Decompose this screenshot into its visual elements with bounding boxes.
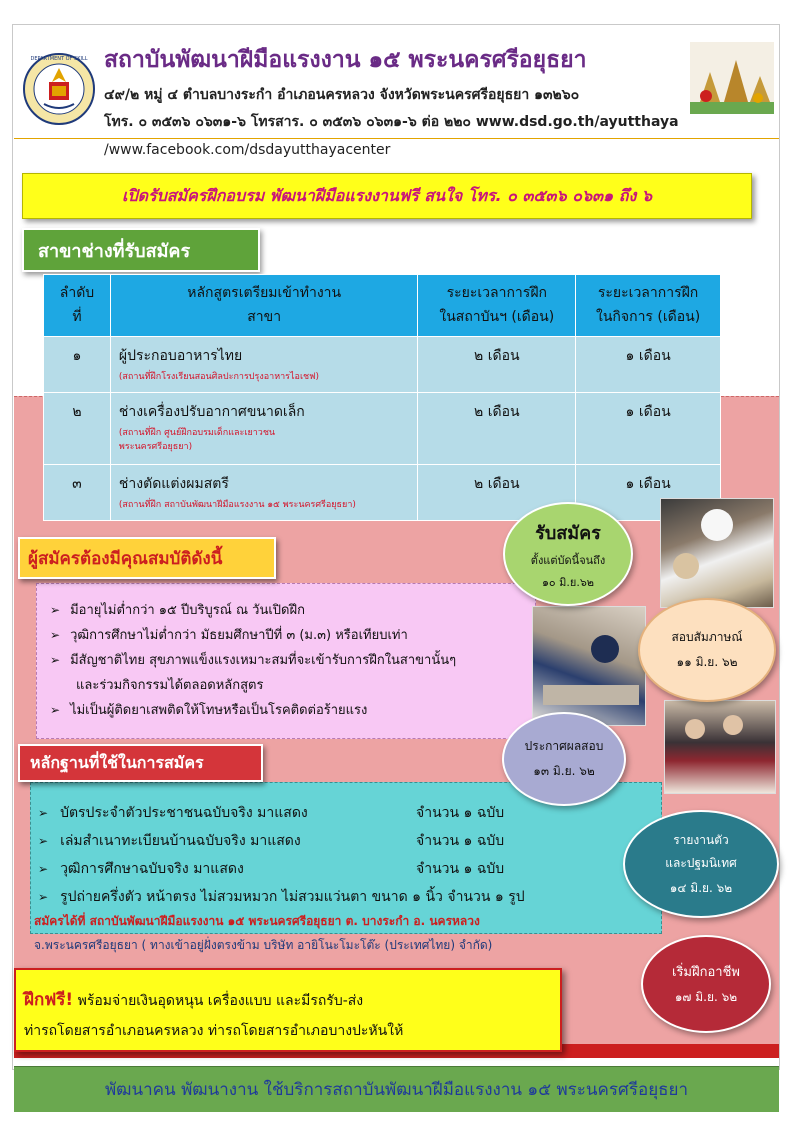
apply-location: สมัครได้ที่ สถาบันพัฒนาฝีมือแรงงาน ๑๕ พระนครศรีอยุธยา ต. บางระกำ อ. นครหลวง [34,914,480,928]
row-institute-duration: ๒ เดือน [418,393,576,465]
course-place: (สถานที่ฝึก ศูนย์ฝึกอบรมเด็กและเยาวชน พระนครศรีอยุธยา) [118,428,276,452]
interview-date: ๑๑ มิ.ย. ๖๒ [676,655,738,669]
table-row [44,465,721,521]
list-item-continuation: และร่วมกิจกรรมได้ตลอดหลักสูตร [76,678,264,693]
course-name: ผู้ประกอบอาหารไทย [118,348,243,364]
free-line-2: ท่ารถโดยสารอำเภอนครหลวง ท่ารถโดยสารอำเภอบางปะหันให้ [24,1023,404,1039]
apply-location-label: สมัครได้ที่ [34,914,86,928]
evidence-header [18,744,263,782]
arrow-bullet-icon: ➢ [50,703,61,717]
report-title-line1: รายงานตัว [673,832,729,847]
schedule-interview-circle [638,598,776,702]
footer-text: พัฒนาคน พัฒนางาน ใช้บริการสถาบันพัฒนาฝีมือแรงงาน ๑๕ พระนครศรีอยุธยา [104,1080,689,1100]
row-institute-duration: ๒ เดือน [418,337,576,393]
list-item: ➢ มีสัญชาติไทย สุขภาพแข็งแรงเหมาะสมที่จะเข้ารับการฝึกในสาขานั้นๆ [50,653,457,668]
arrow-bullet-icon: ➢ [50,603,61,617]
header-business-duration: ระยะเวลาการฝึก ในกิจการ (เดือน) [576,275,721,337]
evidence-qty: จำนวน ๑ ฉบับ [416,805,505,821]
free-line-1: ฝึกฟรี! พร้อมจ่ายเงินอุดหนุน เครื่องแบบ และมีรถรับ-ส่ง [24,990,364,1010]
header-course: หลักสูตรเตรียมเข้าทำงาน สาขา [110,275,418,337]
apply-title: รับสมัคร [535,522,601,544]
arrow-bullet-icon: ➢ [38,890,49,904]
evidence-item: ➢ บัตรประจำตัวประชาชนฉบับจริง มาแสดง [38,805,308,821]
qualifications-title: ผู้สมัครต้องมีคุณสมบัติดังนี้ [28,548,223,569]
row-course [110,337,418,393]
courses-table [43,274,721,521]
row-business-duration: ๑ เดือน [576,393,721,465]
evidence-item: ➢ รูปถ่ายครึ่งตัว หน้าตรง ไม่สวมหมวก ไม่สวมแว่นตา ขนาด ๑ นิ้ว จำนวน ๑ รูป [38,889,525,905]
header-institute-duration: ระยะเวลาการฝึก ในสถาบันฯ (เดือน) [418,275,576,337]
institute-address: ๔๙/๒ หมู่ ๔ ตำบลบางระกำ อำเภอนครหลวง จังหวัดพระนครศรีอยุธยา ๑๓๒๖๐ [104,87,580,103]
header-divider [14,138,779,139]
schedule-apply-circle [503,502,633,606]
courses-section-title: สาขาช่างที่รับสมัคร [38,240,191,262]
schedule-result-circle [502,712,626,806]
ceremony-photo [664,700,776,794]
report-title-line2: และปฐมนิเทศ [665,855,737,870]
apply-subtitle: ตั้งแต่บัดนี้จนถึง [530,553,606,567]
result-date: ๑๓ มิ.ย. ๖๒ [533,764,595,778]
chef-training-photo [660,498,774,608]
result-title: ประกาศผลสอบ [524,739,604,753]
qualifications-header [18,537,276,579]
courses-section-header [22,228,260,272]
schedule-report-circle [623,810,779,918]
course-name: ช่างเครื่องปรับอากาศขนาดเล็ก [118,404,305,420]
evidence-item: ➢ วุฒิการศึกษาฉบับจริง มาแสดง [38,861,244,877]
course-place: (สถานที่ฝึกโรงเรียนสอนศิลปะการปรุงอาหารไอเชฟ) [118,372,320,382]
apply-location-line2: จ.พระนครศรีอยุธยา ( ทางเข้าอยู่ฝั่งตรงข้าม บริษัท อายิโนะโมะโต๊ะ (ประเทศไทย) จำกัด) [34,938,493,952]
arrow-bullet-icon: ➢ [50,653,61,667]
enrollment-banner [22,173,752,219]
banner-text: เปิดรับสมัครฝึกอบรม พัฒนาฝีมือแรงงานฟรี สนใจ โทร. ๐ ๓๕๓๖ ๐๖๓๑ ถึง ๖ [121,185,652,205]
dsd-logo [22,52,96,126]
arrow-bullet-icon: ➢ [50,628,61,642]
evidence-title: หลักฐานที่ใช้ในการสมัคร [30,752,204,772]
evidence-item: ➢ เล่มสำเนาทะเบียนบ้านฉบับจริง มาแสดง [38,833,301,849]
svg-text:DEPARTMENT OF SKILL: DEPARTMENT OF SKILL [30,56,88,62]
temple-illustration [690,42,774,114]
interview-title: สอบสัมภาษณ์ [671,630,743,644]
institute-title: สถาบันพัฒนาฝีมือแรงงาน ๑๕ พระนครศรีอยุธยา [104,47,587,73]
start-date: ๑๗ มิ.ย. ๖๒ [674,990,738,1004]
report-date: ๑๔ มิ.ย. ๖๒ [669,880,733,895]
free-training-box [14,968,562,1052]
start-title: เริ่มฝึกอาชีพ [672,965,740,980]
row-business-duration: ๑ เดือน [576,465,721,521]
row-no: ๑ [44,337,111,393]
arrow-bullet-icon: ➢ [38,862,49,876]
list-item: ➢ มีอายุไม่ต่ำกว่า ๑๕ ปีบริบูรณ์ ณ วันเปิดฝึก [50,603,305,618]
header-no: ลำดับ ที่ [44,275,111,337]
row-course [110,465,418,521]
evidence-qty: จำนวน ๑ ฉบับ [416,833,505,849]
course-name: ช่างตัดแต่งผมสตรี [118,476,229,492]
row-business-duration: ๑ เดือน [576,337,721,393]
row-course [110,393,418,465]
institute-contact[interactable]: โทร. ๐ ๓๕๓๖ ๐๖๓๑-๖ โทรสาร. ๐ ๓๕๓๖ ๐๖๓๑-๖ ต่อ ๒๒๐ www.dsd.go.th/ayutthaya [104,114,679,130]
applicant-desk-photo [532,606,646,726]
list-item: ➢ วุฒิการศึกษาไม่ต่ำกว่า มัธยมศึกษาปีที่ ๓ (ม.๓) หรือเทียบเท่า [50,628,408,643]
row-institute-duration: ๒ เดือน [418,465,576,521]
arrow-bullet-icon: ➢ [38,834,49,848]
table-row [44,393,721,465]
qualifications-list [50,598,550,723]
table-header-row [44,275,721,337]
footer-slogan [14,1066,779,1112]
facebook-link[interactable]: /www.facebook.com/dsdayutthayacenter [104,142,391,158]
free-highlight: ฝึกฟรี! [24,990,74,1010]
row-no: ๒ [44,393,111,465]
evidence-qty: จำนวน ๑ ฉบับ [416,861,505,877]
schedule-start-circle [641,935,771,1033]
course-place: (สถานที่ฝึก สถาบันพัฒนาฝีมือแรงงาน ๑๕ พระนครศรีอยุธยา) [118,500,356,510]
arrow-bullet-icon: ➢ [38,806,49,820]
list-item: ➢ ไม่เป็นผู้ติดยาเสพติดให้โทษหรือเป็นโรคติดต่อร้ายแรง [50,703,368,718]
apply-date: ๑๐ มิ.ย.๖๒ [541,575,595,589]
table-row [44,337,721,393]
row-no: ๓ [44,465,111,521]
